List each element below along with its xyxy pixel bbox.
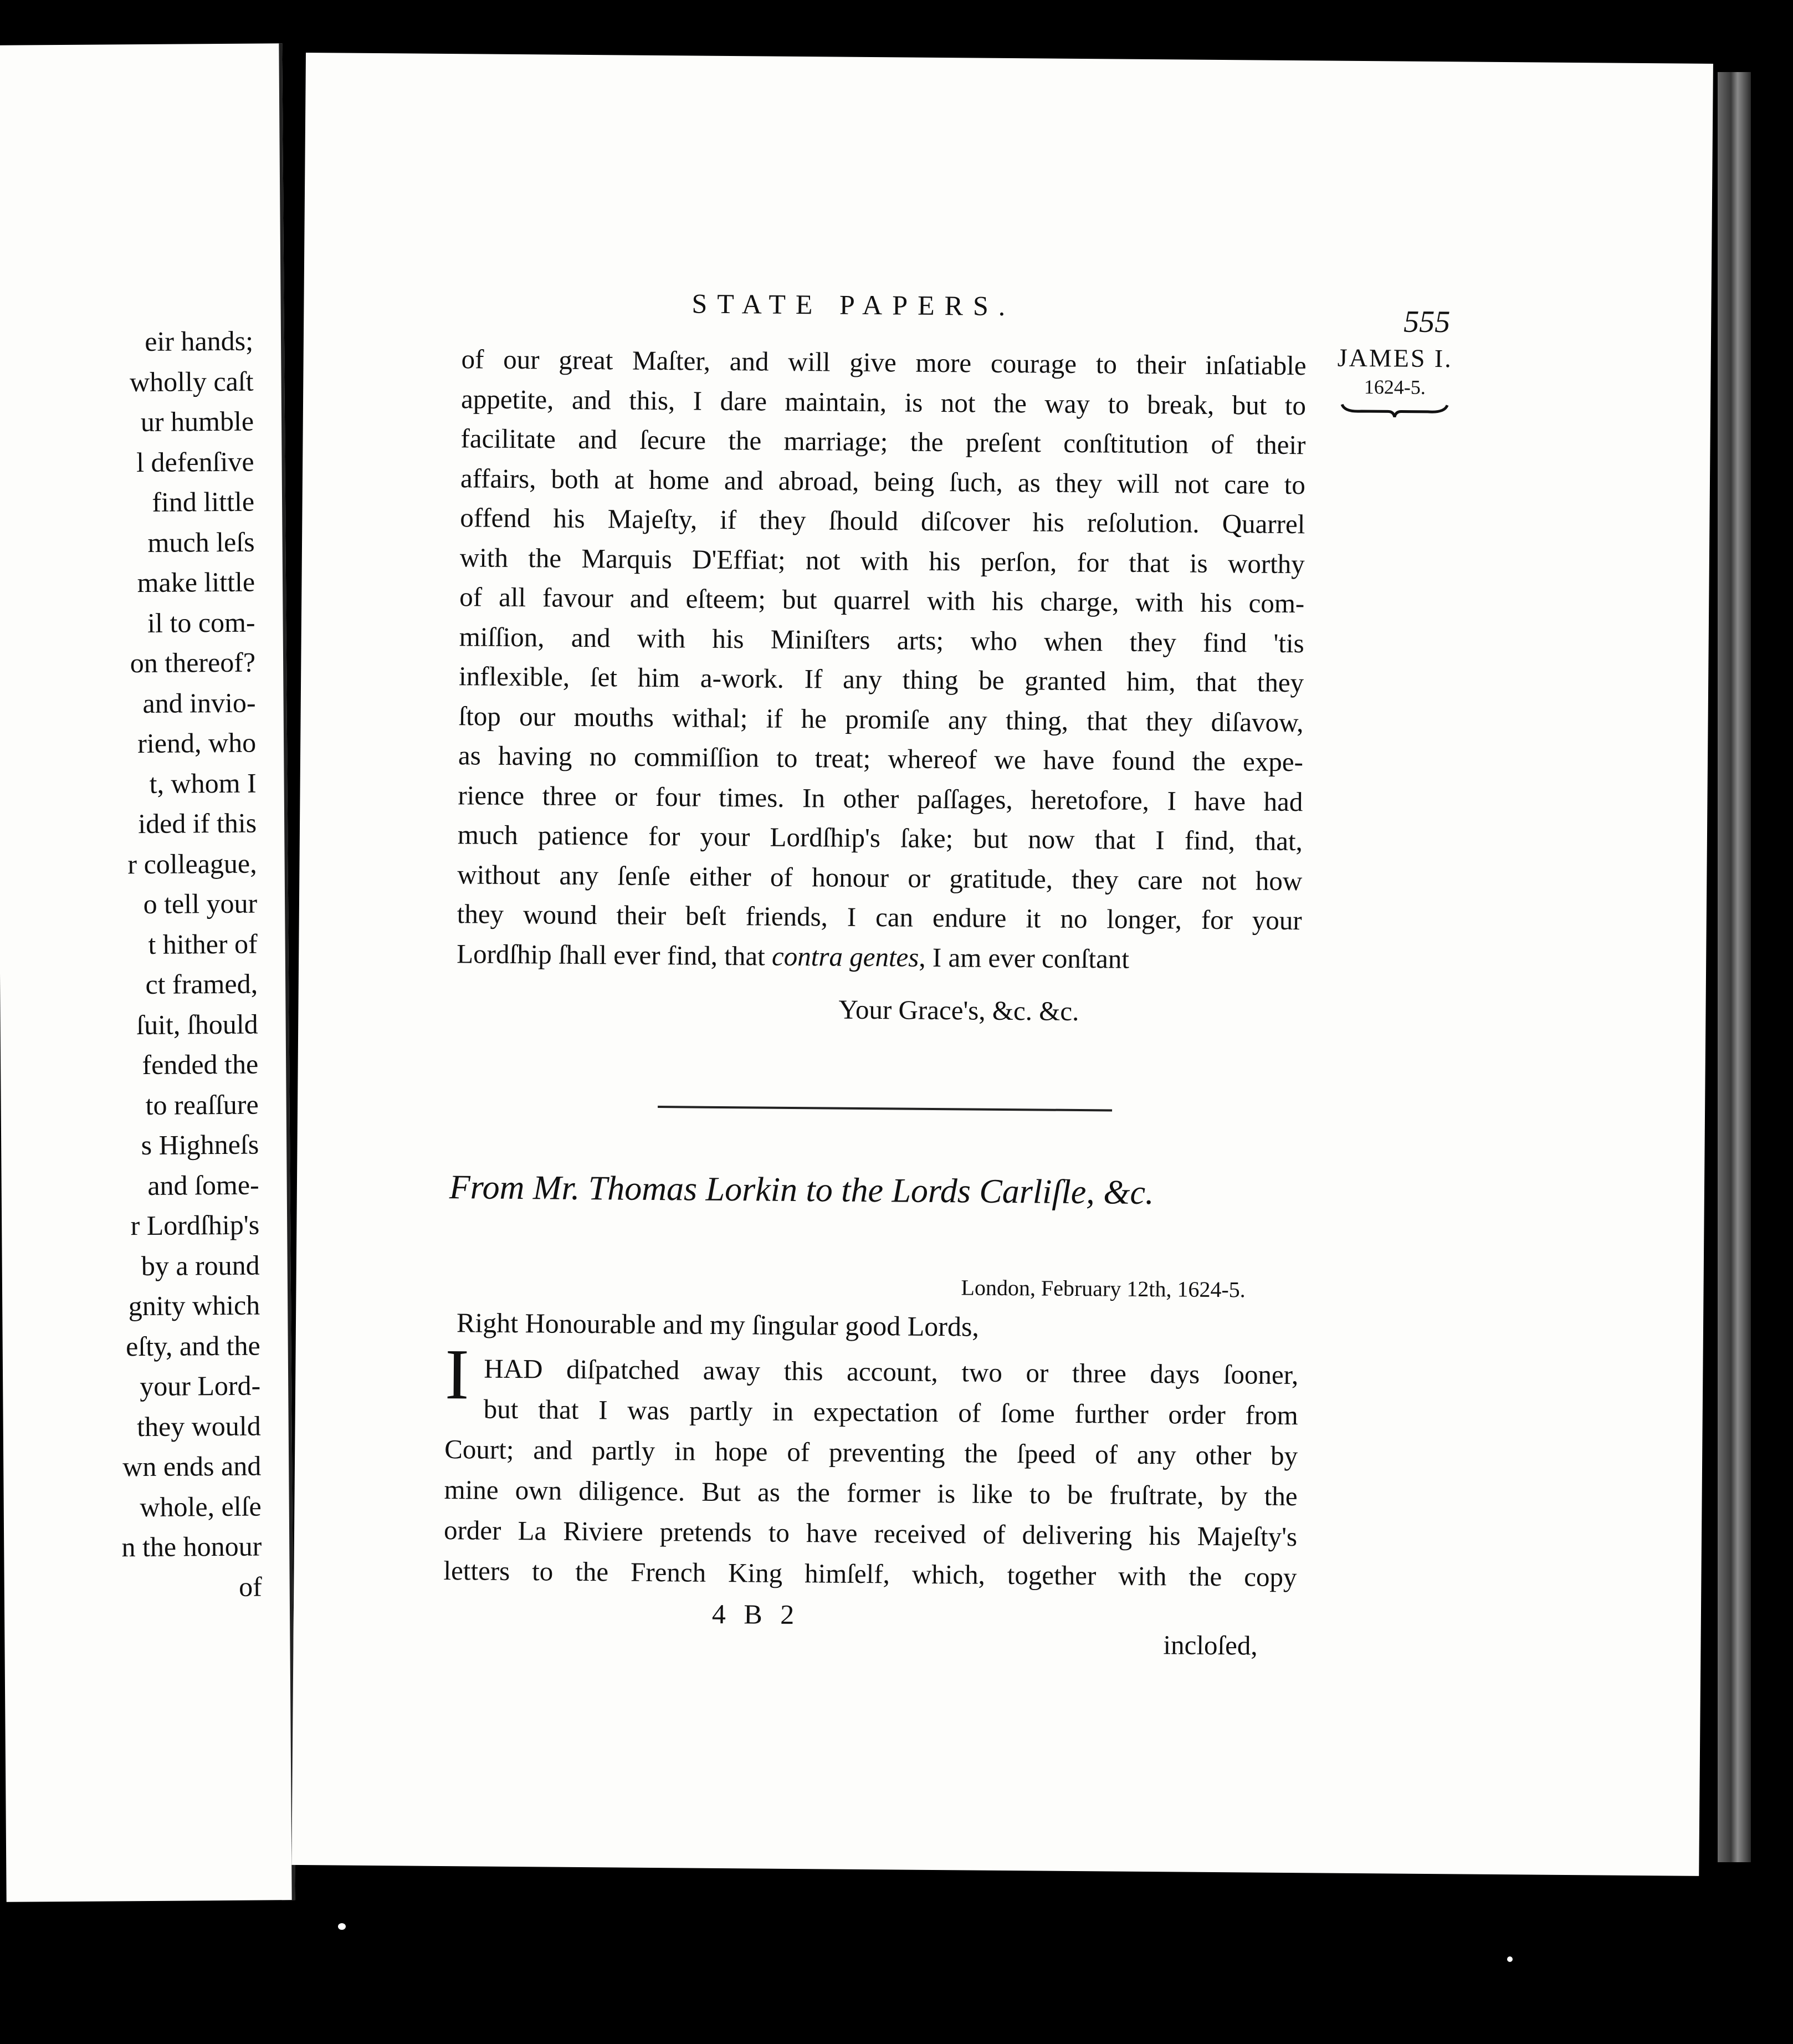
text-line: n the honour (121, 1530, 262, 1563)
continued-letter-text (457, 339, 1307, 980)
text-line: of our great Maſter, and will give more courage to their inſatiable (461, 344, 1307, 381)
text-line: letters to the French King himſelf, which, together with the copy (443, 1555, 1297, 1593)
text-line: r Lordſhip's (130, 1209, 260, 1241)
text-line: gnity which (128, 1289, 260, 1322)
dust-speck (338, 1923, 346, 1930)
running-head: STATE PAPERS. (691, 288, 1016, 322)
text-line: miſſion, and with his Miniſters arts; who when they find 'tis (459, 621, 1304, 658)
text-line: l defenſive (136, 446, 254, 478)
text-line: s Highneſs (141, 1128, 259, 1161)
text-line: whole, elſe (140, 1490, 262, 1522)
letter-heading: From Mr. Thomas Lorkin to the Lords Carliſle, &c. (449, 1168, 1154, 1212)
dust-speck (1507, 1956, 1513, 1962)
drop-cap: I (444, 1335, 470, 1415)
margin-note-reign: JAMES I. (1337, 343, 1453, 373)
text-line: Court; and partly in hope of preventing the ſpeed of any other by (444, 1434, 1298, 1471)
text-line: r colleague, (127, 847, 257, 880)
text-line: ſtop our mouths withal; if he promiſe any thing, that they diſavow, (458, 700, 1304, 738)
text-line: they would (136, 1410, 261, 1442)
text-line: on thereof? (130, 646, 256, 679)
text-line: make little (137, 566, 255, 599)
text-line: appetite, and this, I dare maintain, is not the way to break, but to (460, 383, 1307, 421)
margin-note (1328, 344, 1462, 419)
text-line: riend, who (137, 727, 257, 759)
signature-mark: 4 B 2 (711, 1598, 800, 1631)
text-line: ided if this (138, 807, 257, 840)
page-number: 555 (1403, 304, 1451, 340)
text-line: facilitate and ſecure the marriage; the preſent conſtitution of their (460, 423, 1306, 461)
letter-body (443, 1348, 1298, 1597)
text-line: but that I was partly in expectation of ſome further order from (483, 1393, 1298, 1431)
brace-ornament (1339, 401, 1450, 419)
text-line: ct framed, (145, 968, 258, 1000)
line-text: Lordſhip ſhall ever find, that (457, 938, 772, 972)
text-line: mine own diligence. But as the former is like to be fruſtrate, by the (444, 1474, 1298, 1512)
text-line: and invio- (142, 687, 256, 719)
text-line: much leſs (147, 526, 255, 558)
text-line: affairs, both at home and abroad, being ſuch, as they will not care to (460, 462, 1306, 500)
left-page-text (113, 321, 262, 1608)
text-line: wholly caſt (129, 365, 254, 397)
text-line: of all favour and eſteem; but quarrel with his charge, with his com- (459, 581, 1305, 619)
section-divider (658, 1106, 1112, 1111)
margin-note-year: 1624-5. (1364, 376, 1426, 398)
text-line: by a round (141, 1249, 260, 1281)
text-line: ſuit, ſhould (136, 1008, 258, 1040)
text-line: il to com- (147, 606, 255, 638)
text-line: without any ſenſe either of honour or gratitude, they care not how (457, 859, 1303, 896)
text-line: and ſome- (147, 1169, 259, 1201)
text-line: with the Marquis D'Effiat; not with his perſon, for that is worthy (459, 541, 1305, 579)
text-line: find little (152, 486, 255, 518)
text-line: of (238, 1571, 262, 1602)
line-text: , I am ever conſtant (919, 942, 1130, 974)
signoff: Your Grace's, &c. &c. (838, 994, 1079, 1027)
text-line: offend his Majeſty, if they ſhould diſcover his reſolution. Quarrel (460, 502, 1305, 540)
text-line: as having no commiſſion to treat; whereof we have found the expe- (458, 740, 1304, 778)
text-line: eſty, and the (125, 1330, 260, 1362)
right-page (291, 53, 1713, 1876)
catchword: incloſed, (1163, 1629, 1258, 1661)
text-line: fended the (142, 1048, 259, 1081)
text-line: HAD diſpatched away this account, two or three days ſooner, (484, 1353, 1299, 1391)
text-line: to reaſſure (145, 1089, 259, 1121)
text-line: t, whom I (149, 767, 257, 799)
left-page (0, 43, 295, 1902)
book-fore-edge (1718, 72, 1751, 1862)
text-line: inflexible, ſet him a-work. If any thing be granted him, that they (458, 661, 1304, 698)
text-line: wn ends and (122, 1450, 262, 1483)
text-line: eir hands; (145, 325, 254, 357)
dateline: London, February 12th, 1624-5. (961, 1275, 1246, 1302)
text-line: o tell your (143, 887, 258, 920)
text-line: rience three or four times. In other paſſages, heretofore, I have had (458, 779, 1303, 817)
text-line: much patience for your Lordſhip's ſake; but now that I find, that, (457, 819, 1303, 857)
italic-phrase: contra gentes (771, 941, 919, 973)
text-line-last (457, 934, 1302, 980)
salutation: Right Honourable and my ſingular good Lords, (456, 1307, 980, 1342)
text-line: t hither of (148, 928, 258, 960)
text-line: they wound their beſt friends, I can endure it no longer, for your (457, 898, 1302, 936)
text-line: your Lord- (140, 1370, 261, 1402)
text-line: ur humble (140, 405, 254, 438)
text-line: order La Riviere pretends to have received of delivering his Majeſty's (443, 1515, 1298, 1552)
